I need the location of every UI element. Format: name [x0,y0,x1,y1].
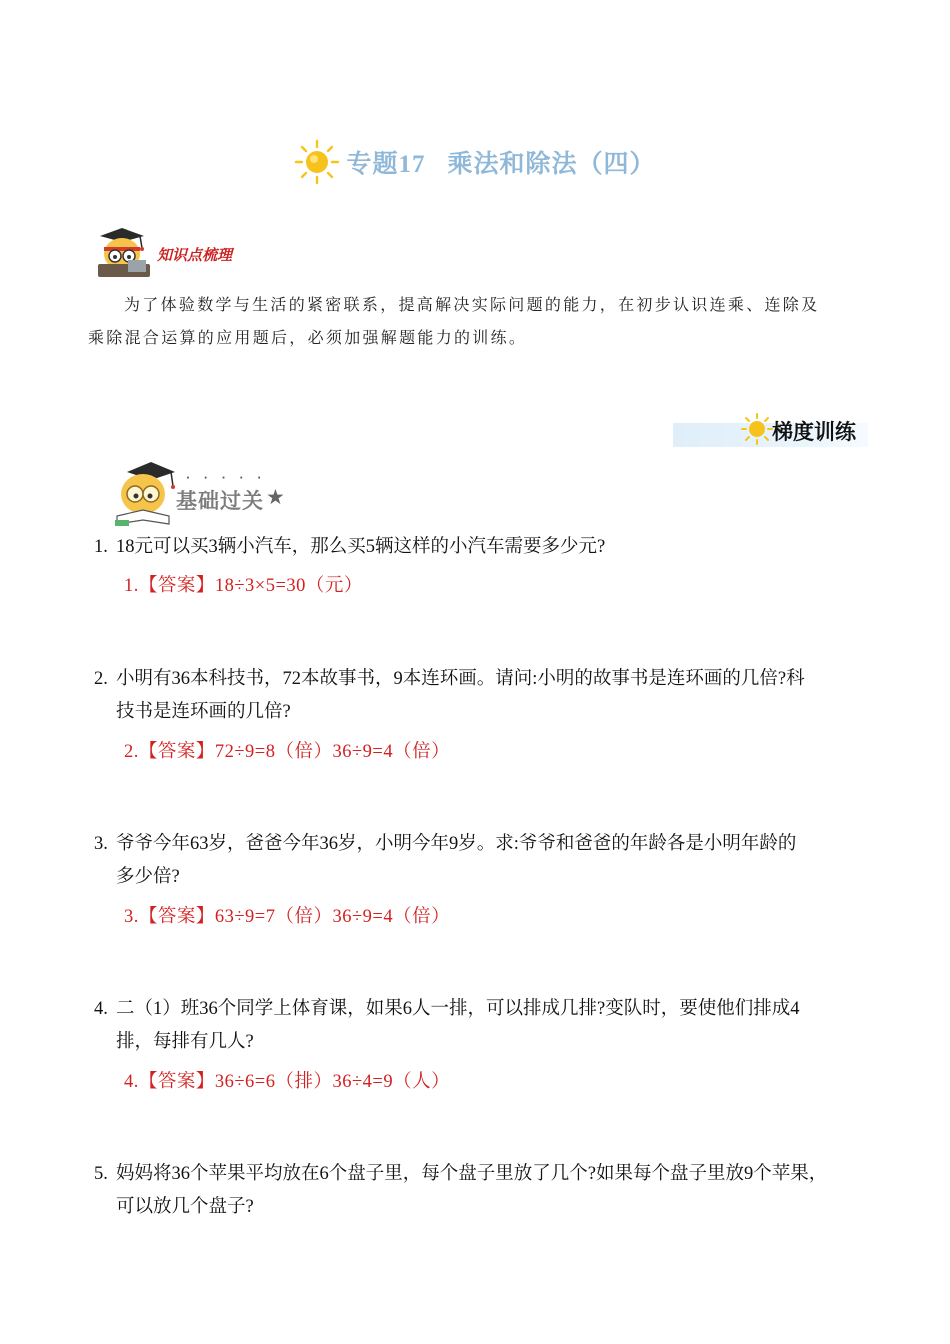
mascot-reading-icon [113,458,179,528]
intro-line-1: 为了体验数学与生活的紧密联系，提高解决实际问题的能力，在初步认识连乘、连除及 [124,295,820,314]
answer-1: 1.【答案】18÷3×5=30（元） [124,575,363,596]
question-text: 爷爷今年63岁，爸爸今年36岁，小明今年9岁。求:爷爷和爸爸的年龄各是小明年龄的 [116,834,797,854]
question-1 [94,531,874,564]
page-title [0,140,950,184]
answer-3: 3.【答案】63÷9=7（倍）36÷9=4（倍） [124,906,451,927]
topic-number: 专题17 [346,151,426,178]
question-text: 小明有36本科技书，72本故事书，9本连环画。请问:小明的故事书是连环画的几倍?科 [116,669,805,689]
question-2 [94,663,874,729]
question-text: 妈妈将36个苹果平均放在6个盘子里，每个盘子里放了几个?如果每个盘子里放9个苹果， [116,1164,828,1184]
question-4 [94,993,874,1059]
answer-text: 18÷3×5=30（元） [214,576,363,596]
topic-title: 乘法和除法（四） [447,151,656,178]
sun-small-icon [741,413,773,445]
answer-text: 72÷9=8（倍）36÷9=4（倍） [214,742,451,762]
question-number: 1. [94,537,108,557]
answer-4: 4.【答案】36÷6=6（排）36÷4=9（人） [124,1071,451,1092]
answer-text: 63÷9=7（倍）36÷9=4（倍） [214,907,451,927]
question-text-cont: 多少倍? [116,867,180,887]
question-number: 2. [94,669,108,689]
sun-icon [294,139,340,185]
question-number: 4. [94,999,108,1019]
knowledge-badge: 知识点梳理 [157,246,233,264]
intro-line-2: 乘除混合运算的应用题后，必须加强解题能力的训练。 [88,328,528,347]
basic-badge-dots: ····· [186,473,275,484]
answer-2: 2.【答案】72÷9=8（倍）36÷9=4（倍） [124,741,451,762]
answer-tag: 【答案】 [138,575,215,596]
question-text: 18元可以买3辆小汽车，那么买5辆这样的小汽车需要多少元? [116,537,606,557]
question-text-cont: 可以放几个盘子? [116,1197,254,1217]
question-text-cont: 技书是连环画的几倍? [116,702,291,722]
intro-paragraph [88,288,864,354]
question-5 [94,1158,874,1224]
question-number: 3. [94,834,108,854]
answer-tag: 【答案】 [138,1071,215,1092]
answer-text: 36÷6=6（排）36÷4=9（人） [214,1072,451,1092]
question-3 [94,828,874,894]
question-text-cont: 排，每排有几人? [116,1032,254,1052]
question-number: 5. [94,1164,108,1184]
basic-badge: 基础过关 [176,489,264,513]
answer-tag: 【答案】 [138,741,215,762]
answer-tag: 【答案】 [138,906,215,927]
question-text: 二（1）班36个同学上体育课，如果6人一排，可以排成几排?变队时，要使他们排成4 [116,999,800,1019]
mascot-laptop-icon [94,220,158,280]
basic-star-icon: ★ [266,485,285,509]
gradient-training-label: 梯度训练 [772,420,856,444]
